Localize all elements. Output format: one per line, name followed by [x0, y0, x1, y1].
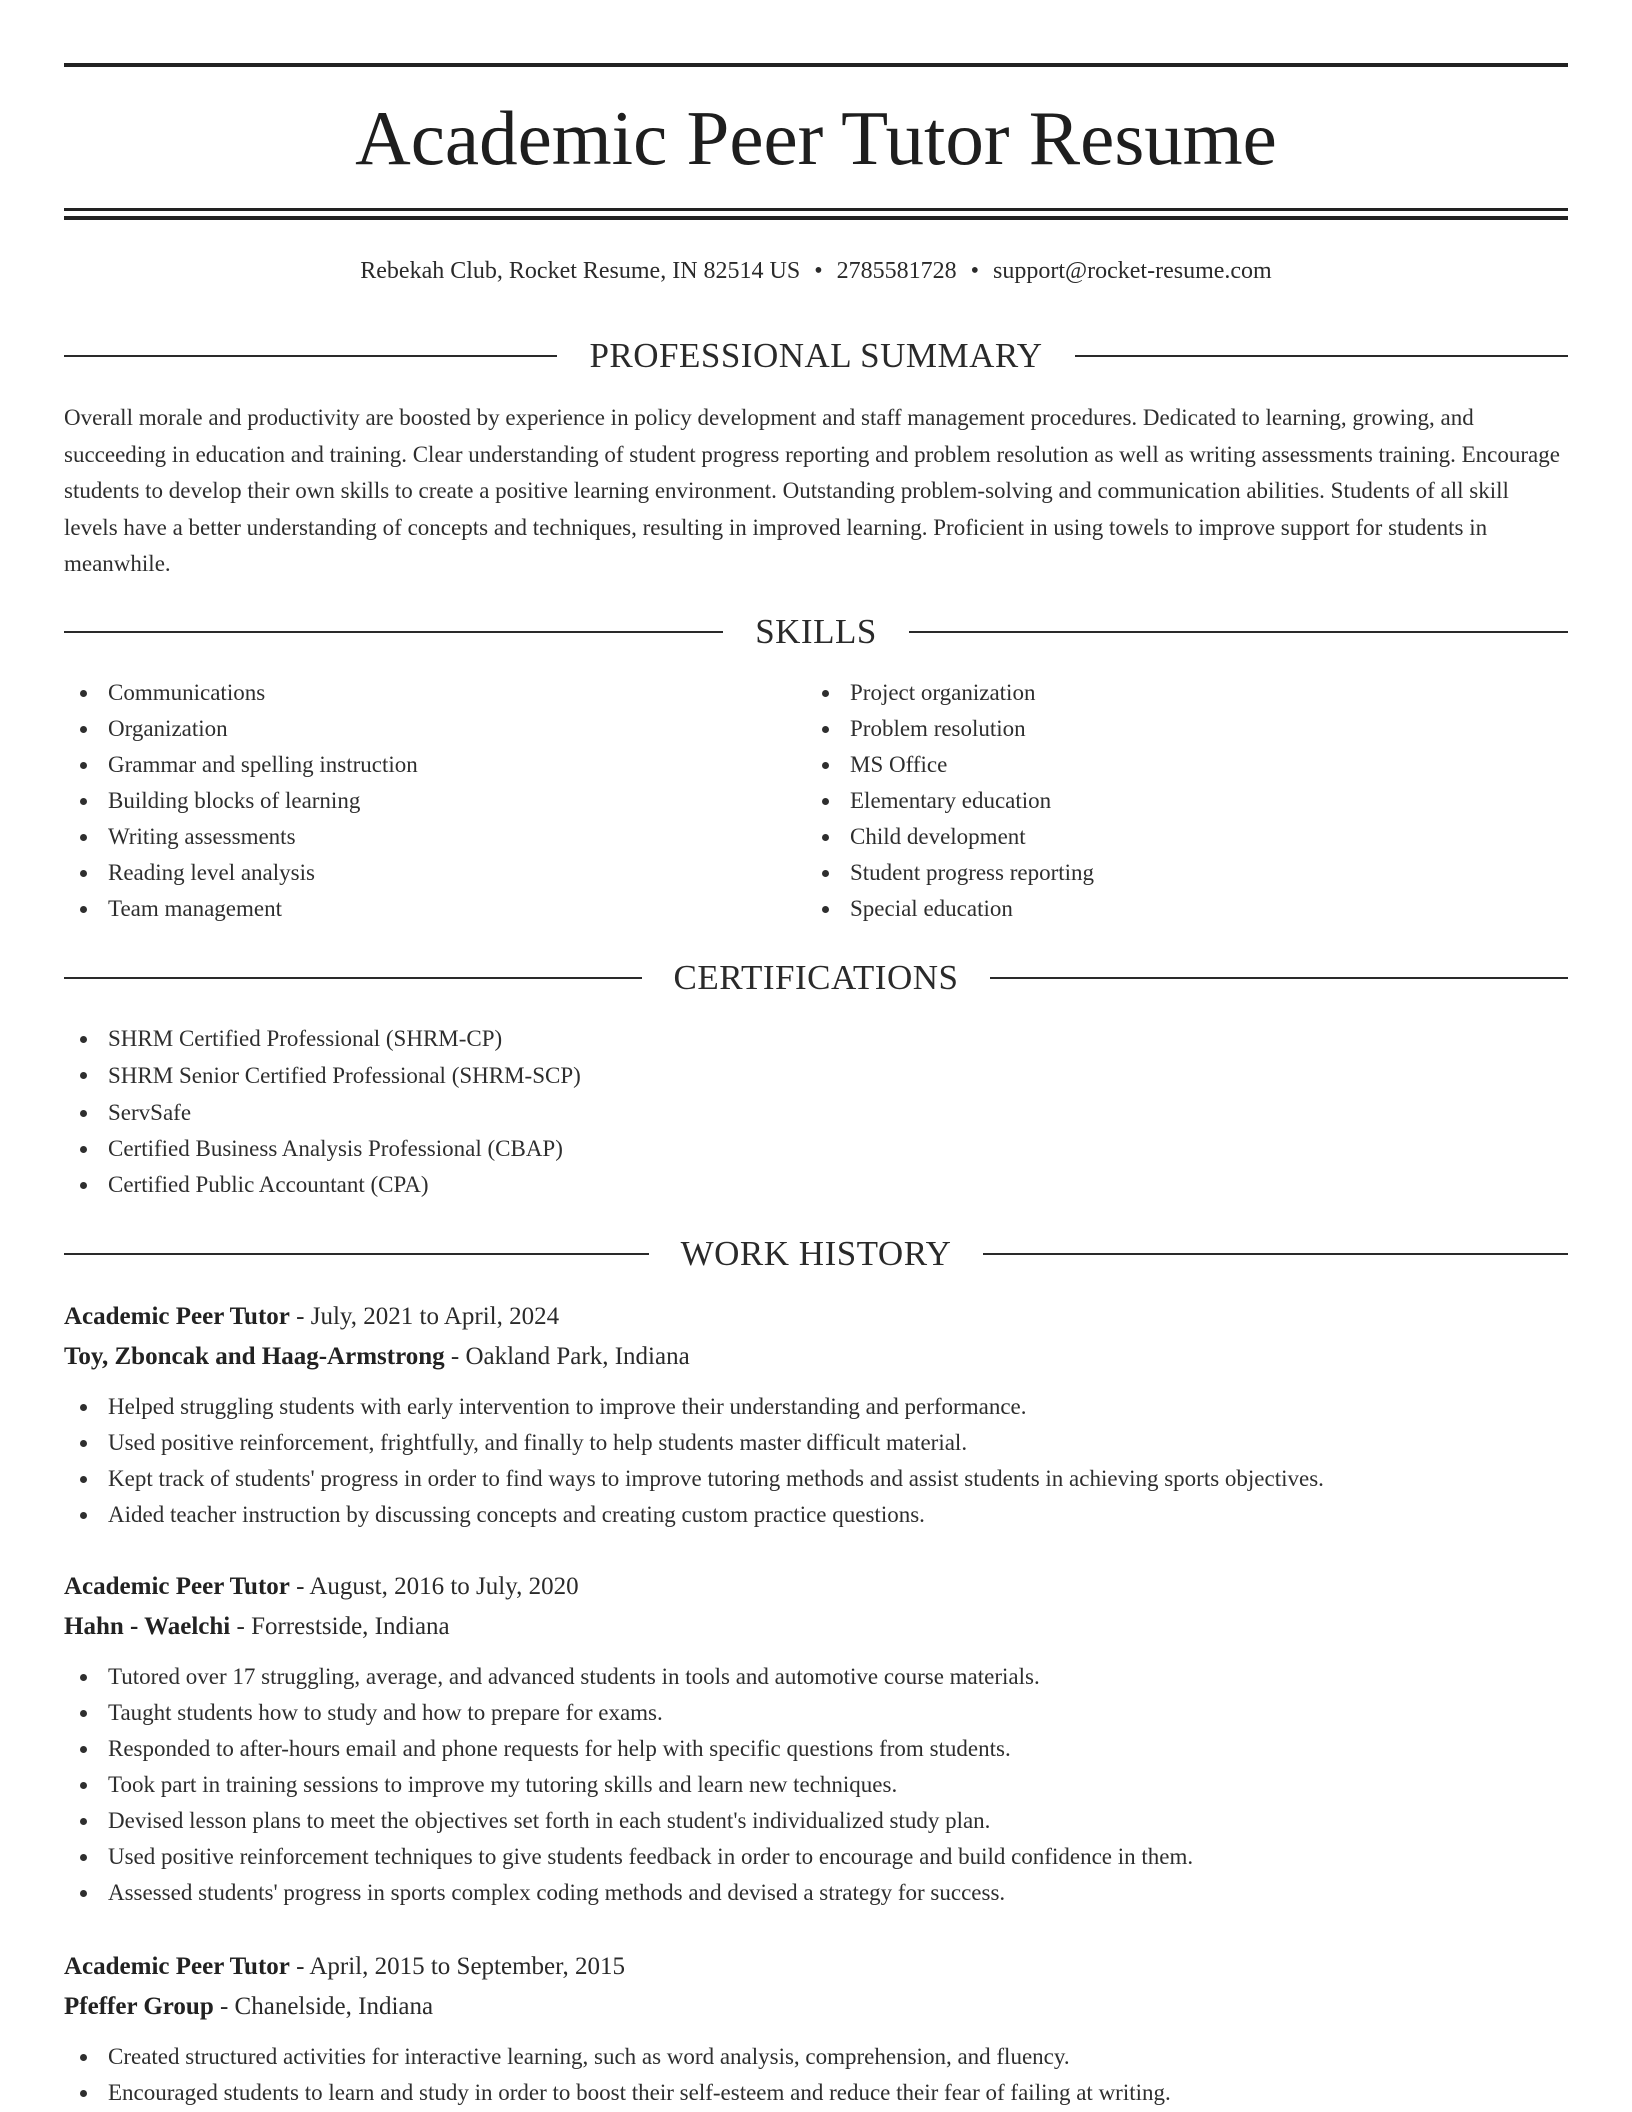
job-duty-item: Assessed students' progress in sports complex coding methods and devised a strategy for success.	[64, 1875, 1568, 1911]
top-rule	[64, 63, 1568, 67]
skill-item: Special education	[806, 891, 1546, 927]
skill-item: Communications	[64, 675, 804, 711]
skill-item: Organization	[64, 711, 804, 747]
certification-item: Certified Public Accountant (CPA)	[64, 1167, 1568, 1203]
job-title: Academic Peer Tutor	[64, 1573, 290, 1600]
job-duty-item: Used positive reinforcement, frightfully, and finally to help students master difficult material.	[64, 1425, 1568, 1461]
certification-item: SHRM Certified Professional (SHRM-CP)	[64, 1021, 1568, 1057]
heading-rule-right	[1075, 355, 1568, 357]
heading-rule-left	[64, 1253, 649, 1255]
skill-item: Student progress reporting	[806, 855, 1546, 891]
heading-rule-left	[64, 355, 557, 357]
job-duties-list	[64, 1659, 1568, 1911]
job-title: Academic Peer Tutor	[64, 1303, 290, 1330]
skill-item: Writing assessments	[64, 819, 804, 855]
heading-rule-right	[983, 1253, 1568, 1255]
job-duty-item: Kept track of students' progress in order to find ways to improve tutoring methods and assist students in achieving sports objectives.	[64, 1461, 1568, 1497]
certification-item: SHRM Senior Certified Professional (SHRM-SCP)	[64, 1057, 1568, 1095]
heading-rule-left	[64, 631, 723, 633]
section-heading-skills	[64, 610, 1568, 654]
certifications-list	[64, 1021, 1568, 1203]
skill-item: Project organization	[806, 675, 1546, 711]
job-title-line	[64, 1297, 1568, 1337]
skill-item: Team management	[64, 891, 804, 927]
summary-text: Overall morale and productivity are boosted by experience in policy development and staff management procedures. Dedicated to learning, growing, and succeeding in education and training. Clear understanding of student progress reporting and problem resolution as well as writing assessments training. Encourage students to develop their own skills to create a positive learning environment. Outstanding problem-solving and communication abilities. Students of all skill levels have a better understanding of concepts and techniques, resulting in improved learning. Proficient in using towels to improve support for students in meanwhile.	[64, 405, 1560, 576]
job-entry	[64, 1297, 1568, 1533]
contact-email: support@rocket-resume.com	[993, 258, 1272, 284]
skill-item: Child development	[806, 819, 1546, 855]
job-duty-item: Used positive reinforcement techniques to give students feedback in order to encourage and build confidence in them.	[64, 1839, 1568, 1875]
section-heading-summary	[64, 334, 1568, 378]
job-entry	[64, 1947, 1568, 2111]
job-duty-item: Devised lesson plans to meet the objectives set forth in each student's individualized study plan.	[64, 1803, 1568, 1839]
job-location: - Forrestside, Indiana	[230, 1613, 450, 1640]
section-heading-work-history	[64, 1232, 1568, 1276]
skill-item: MS Office	[806, 747, 1546, 783]
section-heading-certifications	[64, 956, 1568, 1000]
contact-phone: 2785581728	[836, 258, 957, 284]
page-title: Academic Peer Tutor Resume	[355, 95, 1277, 181]
job-duty-item: Took part in training sessions to improve my tutoring skills and learn new techniques.	[64, 1767, 1568, 1803]
job-duty-item: Aided teacher instruction by discussing concepts and creating custom practice questions.	[64, 1497, 1568, 1533]
skill-item: Building blocks of learning	[64, 783, 804, 819]
skill-item: Grammar and spelling instruction	[64, 747, 804, 783]
job-company-line	[64, 1987, 1568, 2027]
job-duties-list	[64, 1389, 1568, 1533]
job-company-line	[64, 1337, 1568, 1377]
job-company-line	[64, 1607, 1568, 1647]
skill-item: Reading level analysis	[64, 855, 804, 891]
job-company: Hahn - Waelchi	[64, 1613, 231, 1640]
job-company: Pfeffer Group	[64, 1993, 214, 2020]
job-entry	[64, 1567, 1568, 1911]
job-duty-item: Taught students how to study and how to prepare for exams.	[64, 1695, 1568, 1731]
job-duty-item: Tutored over 17 struggling, average, and advanced students in tools and automotive course materials.	[64, 1659, 1568, 1695]
section-title: CERTIFICATIONS	[673, 958, 959, 997]
skill-item: Problem resolution	[806, 711, 1546, 747]
job-title: Academic Peer Tutor	[64, 1953, 290, 1980]
job-title-line	[64, 1567, 1568, 1607]
job-location: - Chanelside, Indiana	[213, 1993, 434, 2020]
job-location: - Oakland Park, Indiana	[444, 1343, 690, 1370]
certification-item: Certified Business Analysis Professional (CBAP)	[64, 1131, 1568, 1167]
job-company: Toy, Zboncak and Haag-Armstrong	[64, 1343, 445, 1370]
job-duties-list	[64, 2039, 1568, 2111]
job-duty-item: Encouraged students to learn and study in order to boost their self-esteem and reduce their fear of failing at writing.	[64, 2075, 1568, 2111]
job-dates: - August, 2016 to July, 2020	[289, 1573, 579, 1600]
skill-item: Elementary education	[806, 783, 1546, 819]
job-dates: - April, 2015 to September, 2015	[289, 1953, 625, 1980]
job-duty-item: Helped struggling students with early intervention to improve their understanding and performance.	[64, 1389, 1568, 1425]
job-duty-item: Created structured activities for interactive learning, such as word analysis, comprehension, and fluency.	[64, 2039, 1568, 2075]
section-title: SKILLS	[755, 612, 877, 651]
contact-address: Rebekah Club, Rocket Resume, IN 82514 US	[360, 258, 801, 284]
contact-separator: •	[970, 258, 980, 284]
contact-separator: •	[814, 258, 823, 284]
heading-rule-right	[909, 631, 1568, 633]
section-title: WORK HISTORY	[680, 1234, 952, 1273]
contact-line	[64, 254, 1568, 288]
certification-item: ServSafe	[64, 1095, 1568, 1131]
job-title-line	[64, 1947, 1568, 1987]
job-dates: - July, 2021 to April, 2024	[289, 1303, 560, 1330]
heading-rule-right	[990, 977, 1568, 979]
section-title: PROFESSIONAL SUMMARY	[589, 336, 1043, 375]
skills-list-right	[806, 675, 1546, 927]
title-rule-lower	[64, 216, 1568, 220]
heading-rule-left	[64, 977, 642, 979]
job-duty-item: Responded to after-hours email and phone requests for help with specific questions from students.	[64, 1731, 1568, 1767]
skills-list-left	[64, 675, 804, 927]
title-rule-upper	[64, 208, 1568, 211]
